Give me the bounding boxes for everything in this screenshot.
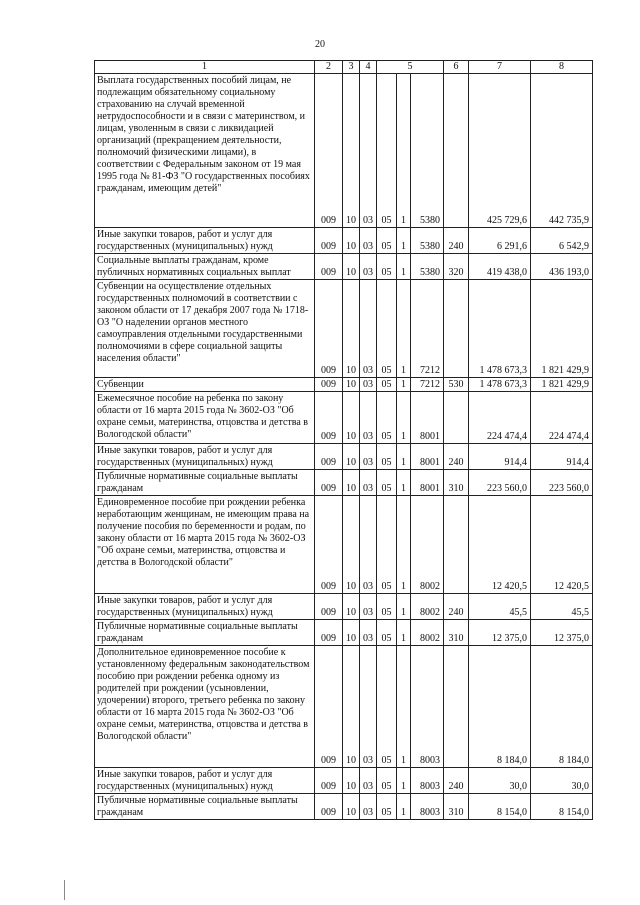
cell-c5b: 1 xyxy=(397,620,411,646)
cell-c8: 1 821 429,9 xyxy=(531,280,593,378)
cell-c4: 03 xyxy=(360,392,377,444)
row-name: Иные закупки товаров, работ и услуг для государственных (муниципальных) нужд xyxy=(95,594,315,620)
cell-c5c: 7212 xyxy=(411,280,444,378)
cell-c6: 240 xyxy=(444,768,469,794)
cell-c3: 10 xyxy=(343,392,360,444)
cell-c5b: 1 xyxy=(397,496,411,594)
cell-c6: 310 xyxy=(444,470,469,496)
table-row xyxy=(95,228,593,254)
cell-c8: 442 735,9 xyxy=(531,74,593,228)
cell-c3: 10 xyxy=(343,620,360,646)
cell-c5b: 1 xyxy=(397,646,411,768)
cell-c5a: 05 xyxy=(377,594,397,620)
col-header: 2 xyxy=(315,61,343,74)
table-row xyxy=(95,496,593,594)
header-row xyxy=(95,61,593,74)
cell-c5a: 05 xyxy=(377,254,397,280)
cell-c5a: 05 xyxy=(377,470,397,496)
col-header: 4 xyxy=(360,61,377,74)
cell-c3: 10 xyxy=(343,794,360,820)
cell-c7: 224 474,4 xyxy=(469,392,531,444)
cell-c4: 03 xyxy=(360,444,377,470)
table-row xyxy=(95,378,593,392)
cell-c5a: 05 xyxy=(377,646,397,768)
table-row xyxy=(95,470,593,496)
cell-c6 xyxy=(444,280,469,378)
cell-c3: 10 xyxy=(343,254,360,280)
budget-table xyxy=(94,60,593,820)
cell-c2: 009 xyxy=(315,392,343,444)
cell-c6: 240 xyxy=(444,444,469,470)
cell-c4: 03 xyxy=(360,768,377,794)
cell-c5c: 8001 xyxy=(411,444,444,470)
table-row xyxy=(95,646,593,768)
table-row xyxy=(95,594,593,620)
row-name: Публичные нормативные социальные выплаты гражданам xyxy=(95,794,315,820)
row-name: Иные закупки товаров, работ и услуг для государственных (муниципальных) нужд xyxy=(95,444,315,470)
cell-c7: 223 560,0 xyxy=(469,470,531,496)
cell-c5c: 8003 xyxy=(411,794,444,820)
cell-c5b: 1 xyxy=(397,768,411,794)
cell-c3: 10 xyxy=(343,280,360,378)
cell-c7: 45,5 xyxy=(469,594,531,620)
cell-c2: 009 xyxy=(315,74,343,228)
cell-c2: 009 xyxy=(315,594,343,620)
cell-c6 xyxy=(444,496,469,594)
cell-c5c: 8002 xyxy=(411,620,444,646)
cell-c7: 425 729,6 xyxy=(469,74,531,228)
cell-c6: 310 xyxy=(444,620,469,646)
cell-c2: 009 xyxy=(315,470,343,496)
table-row xyxy=(95,254,593,280)
cell-c4: 03 xyxy=(360,646,377,768)
cell-c6: 310 xyxy=(444,794,469,820)
row-name: Субвенции на осуществление отдельных государственных полномочий в соответствии с законом области от 17 декабря 2007 года № 1718-ОЗ "О наделении органов местного самоуправления отдельными государственными полномочиями в сфере социальной защиты населения области" xyxy=(95,280,315,378)
cell-c8: 30,0 xyxy=(531,768,593,794)
cell-c5b: 1 xyxy=(397,392,411,444)
table-row xyxy=(95,444,593,470)
cell-c8: 6 542,9 xyxy=(531,228,593,254)
cell-c6 xyxy=(444,646,469,768)
cell-c4: 03 xyxy=(360,794,377,820)
cell-c5c: 8001 xyxy=(411,470,444,496)
cell-c5a: 05 xyxy=(377,228,397,254)
cell-c4: 03 xyxy=(360,74,377,228)
cell-c6: 530 xyxy=(444,378,469,392)
row-name: Иные закупки товаров, работ и услуг для государственных (муниципальных) нужд xyxy=(95,768,315,794)
cell-c6: 240 xyxy=(444,594,469,620)
cell-c6 xyxy=(444,392,469,444)
cell-c5c: 8002 xyxy=(411,496,444,594)
margin-mark xyxy=(64,880,65,900)
col-header: 1 xyxy=(95,61,315,74)
row-name: Публичные нормативные социальные выплаты гражданам xyxy=(95,470,315,496)
cell-c3: 10 xyxy=(343,768,360,794)
col-header: 3 xyxy=(343,61,360,74)
cell-c5b: 1 xyxy=(397,254,411,280)
cell-c6 xyxy=(444,74,469,228)
cell-c7: 12 420,5 xyxy=(469,496,531,594)
cell-c3: 10 xyxy=(343,444,360,470)
page-number: 20 xyxy=(315,39,325,50)
cell-c8: 12 375,0 xyxy=(531,620,593,646)
cell-c7: 1 478 673,3 xyxy=(469,280,531,378)
cell-c4: 03 xyxy=(360,228,377,254)
cell-c5b: 1 xyxy=(397,228,411,254)
cell-c8: 12 420,5 xyxy=(531,496,593,594)
cell-c4: 03 xyxy=(360,280,377,378)
cell-c4: 03 xyxy=(360,378,377,392)
cell-c4: 03 xyxy=(360,496,377,594)
cell-c5a: 05 xyxy=(377,444,397,470)
table-row xyxy=(95,74,593,228)
cell-c7: 419 438,0 xyxy=(469,254,531,280)
cell-c5c: 8003 xyxy=(411,646,444,768)
cell-c7: 6 291,6 xyxy=(469,228,531,254)
cell-c7: 914,4 xyxy=(469,444,531,470)
cell-c5c: 5380 xyxy=(411,228,444,254)
col-header: 6 xyxy=(444,61,469,74)
cell-c2: 009 xyxy=(315,794,343,820)
cell-c8: 914,4 xyxy=(531,444,593,470)
cell-c3: 10 xyxy=(343,74,360,228)
cell-c5b: 1 xyxy=(397,594,411,620)
cell-c7: 8 184,0 xyxy=(469,646,531,768)
cell-c2: 009 xyxy=(315,620,343,646)
cell-c8: 45,5 xyxy=(531,594,593,620)
cell-c3: 10 xyxy=(343,378,360,392)
cell-c7: 1 478 673,3 xyxy=(469,378,531,392)
table-row xyxy=(95,768,593,794)
cell-c2: 009 xyxy=(315,444,343,470)
cell-c5a: 05 xyxy=(377,280,397,378)
cell-c8: 8 154,0 xyxy=(531,794,593,820)
table-row xyxy=(95,392,593,444)
cell-c5b: 1 xyxy=(397,794,411,820)
cell-c5c: 5380 xyxy=(411,74,444,228)
cell-c2: 009 xyxy=(315,280,343,378)
col-header: 8 xyxy=(531,61,593,74)
cell-c2: 009 xyxy=(315,646,343,768)
row-name: Ежемесячное пособие на ребенка по закону области от 16 марта 2015 года № 3602-ОЗ "Об охране семьи, материнства, отцовства и детства в Вологодской области" xyxy=(95,392,315,444)
cell-c7: 12 375,0 xyxy=(469,620,531,646)
cell-c2: 009 xyxy=(315,378,343,392)
cell-c3: 10 xyxy=(343,646,360,768)
row-name: Выплата государственных пособий лицам, не подлежащим обязательному социальному страхованию на случай временной нетрудоспособности и в связи с материнством, и лицам, уволенным в связи с ликвидацией организаций (прекращением деятельности, полномочий физическими лицами), в соответствии с Федеральным законом от 19 мая 1995 года № 81-ФЗ "О государственных пособиях гражданам, имеющим детей" xyxy=(95,74,315,228)
row-name: Иные закупки товаров, работ и услуг для государственных (муниципальных) нужд xyxy=(95,228,315,254)
cell-c3: 10 xyxy=(343,496,360,594)
col-header: 7 xyxy=(469,61,531,74)
cell-c5a: 05 xyxy=(377,378,397,392)
cell-c5c: 8001 xyxy=(411,392,444,444)
cell-c5b: 1 xyxy=(397,74,411,228)
cell-c3: 10 xyxy=(343,470,360,496)
cell-c5a: 05 xyxy=(377,794,397,820)
cell-c2: 009 xyxy=(315,496,343,594)
cell-c4: 03 xyxy=(360,470,377,496)
cell-c5a: 05 xyxy=(377,620,397,646)
row-name: Публичные нормативные социальные выплаты гражданам xyxy=(95,620,315,646)
cell-c3: 10 xyxy=(343,228,360,254)
cell-c5b: 1 xyxy=(397,280,411,378)
cell-c7: 30,0 xyxy=(469,768,531,794)
cell-c4: 03 xyxy=(360,594,377,620)
table-row xyxy=(95,280,593,378)
cell-c5c: 8003 xyxy=(411,768,444,794)
cell-c5c: 8002 xyxy=(411,594,444,620)
cell-c8: 1 821 429,9 xyxy=(531,378,593,392)
table-row xyxy=(95,620,593,646)
row-name: Дополнительное единовременное пособие к установленному федеральным законодательством пособию при рождении ребенка одному из родителей при рождении (усыновлении, удочерении) второго, третьего ребенка по закону области от 16 марта 2015 года № 3602-ОЗ "Об охране семьи, материнства, отцовства и детства в Вологодской области" xyxy=(95,646,315,768)
col-header: 5 xyxy=(377,61,444,74)
cell-c4: 03 xyxy=(360,254,377,280)
cell-c8: 224 474,4 xyxy=(531,392,593,444)
cell-c5a: 05 xyxy=(377,392,397,444)
cell-c5c: 7212 xyxy=(411,378,444,392)
cell-c8: 436 193,0 xyxy=(531,254,593,280)
cell-c8: 223 560,0 xyxy=(531,470,593,496)
cell-c2: 009 xyxy=(315,228,343,254)
cell-c2: 009 xyxy=(315,254,343,280)
cell-c5b: 1 xyxy=(397,378,411,392)
row-name: Субвенции xyxy=(95,378,315,392)
cell-c6: 320 xyxy=(444,254,469,280)
cell-c5c: 5380 xyxy=(411,254,444,280)
cell-c6: 240 xyxy=(444,228,469,254)
cell-c5b: 1 xyxy=(397,470,411,496)
cell-c5a: 05 xyxy=(377,74,397,228)
row-name: Социальные выплаты гражданам, кроме публичных нормативных социальных выплат xyxy=(95,254,315,280)
cell-c7: 8 154,0 xyxy=(469,794,531,820)
cell-c2: 009 xyxy=(315,768,343,794)
table-row xyxy=(95,794,593,820)
cell-c5a: 05 xyxy=(377,496,397,594)
cell-c5a: 05 xyxy=(377,768,397,794)
cell-c3: 10 xyxy=(343,594,360,620)
cell-c4: 03 xyxy=(360,620,377,646)
cell-c8: 8 184,0 xyxy=(531,646,593,768)
cell-c5b: 1 xyxy=(397,444,411,470)
row-name: Единовременное пособие при рождении ребенка неработающим женщинам, не имеющим права на получение пособия по беременности и родам, по закону области от 16 марта 2015 года № 3602-ОЗ "Об охране семьи, материнства, отцовства и детства в Вологодской области" xyxy=(95,496,315,594)
